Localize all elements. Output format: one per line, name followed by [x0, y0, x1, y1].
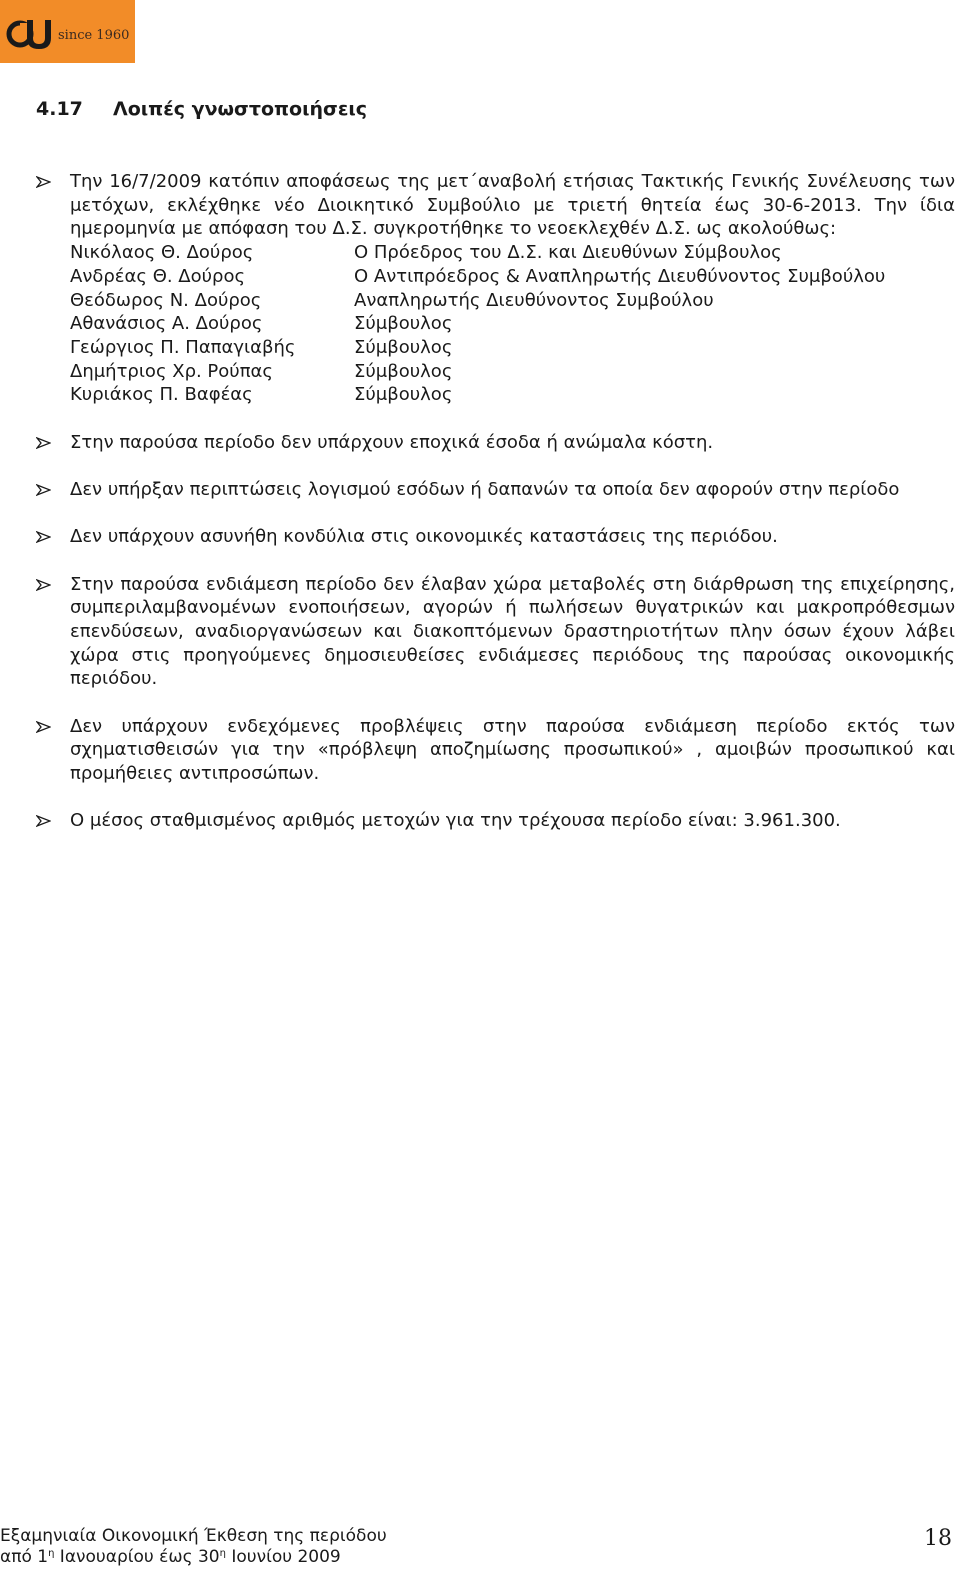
section-title: Λοιπές γνωστοποιήσεις	[113, 98, 368, 120]
board-composition-list	[70, 241, 955, 407]
weighted-shares-text: Ο μέσος σταθμισμένος αριθμός μετοχών για την τρέχουσα περίοδο είναι: 3.961.300.	[70, 810, 841, 832]
member-name: Θεόδωρος Ν. Δούρος	[70, 289, 262, 311]
member-role: Σύμβουλος	[354, 313, 453, 335]
arrow-bullet-icon	[36, 484, 51, 496]
company-logo	[0, 0, 135, 63]
arrow-bullet-icon	[36, 437, 51, 449]
member-name: Νικόλαος Θ. Δούρος	[70, 242, 254, 264]
board-member-row	[70, 241, 955, 265]
arrow-bullet-icon	[36, 579, 51, 591]
section-number: 4.17	[36, 98, 83, 120]
member-role: Σύμβουλος	[354, 384, 453, 406]
board-member-row	[70, 265, 955, 289]
bullet-unusual-items	[36, 525, 955, 549]
board-member-row	[70, 336, 955, 360]
bullet-structure-changes	[36, 573, 955, 692]
no-offsets-text: Δεν υπήρξαν περιπτώσεις λογισμού εσόδων ή δαπανών τα οποία δεν αφορούν στην περίοδο	[70, 478, 900, 500]
provisions-text: Δεν υπάρχουν ενδεχόμενες προβλέψεις στην παρούσα ενδιάμεση περίοδο εκτός των σχηματισθεισών για την «πρόβλεψη αποζημίωσης προσωπικού» , αμοιβών προσωπικού και προμήθειες αντιπροσώπων.	[70, 715, 955, 785]
footer-period-mid: Ιανουαρίου έως 30	[54, 1547, 220, 1567]
notes-content	[36, 170, 955, 857]
page-footer	[0, 1526, 387, 1568]
member-name: Γεώργιος Π. Παπαγιαβής	[70, 336, 296, 358]
board-member-row	[70, 289, 955, 313]
arrow-bullet-icon	[36, 176, 51, 188]
bullet-no-offsets	[36, 478, 955, 502]
member-name: Κυριάκος Π. Βαφέας	[70, 384, 253, 406]
member-role: Αναπληρωτής Διευθύνοντος Συμβούλου	[354, 289, 714, 311]
structure-changes-text: Στην παρούσα ενδιάμεση περίοδο δεν έλαβαν χώρα μεταβολές στη διάρθρωση της επιχείρησης, συμπεριλαμβανομένων ενοποιήσεων, αγορών ή πωλήσεων θυγατρικών και μακροπρόθεσμων επενδύσεων, αναδιοργανώσεων και διακοπτόμενων δραστηριοτήτων πλην όσων έχουν λάβει χώρα στις προηγούμενες δημοσιευθείσες ενδιάμεσες περιόδους της παρούσας οικονομικής περιόδου.	[70, 573, 955, 690]
unusual-items-text: Δεν υπάρχουν ασυνήθη κονδύλια στις οικονομικές καταστάσεις της περιόδου.	[70, 526, 778, 548]
board-member-row	[70, 360, 955, 384]
member-role: Σύμβουλος	[354, 336, 453, 358]
page-number: 18	[924, 1526, 952, 1551]
member-name: Ανδρέας Θ. Δούρος	[70, 265, 246, 287]
bullet-seasonal-income	[36, 431, 955, 455]
member-role: Σύμβουλος	[354, 360, 453, 382]
bullet-weighted-shares	[36, 809, 955, 833]
seasonal-text: Στην παρούσα περίοδο δεν υπάρχουν εποχικά έσοδα ή ανώμαλα κόστη.	[70, 431, 714, 453]
footer-ordinal: η	[219, 1548, 226, 1559]
arrow-bullet-icon	[36, 531, 51, 543]
board-member-row	[70, 312, 955, 336]
member-role: Ο Αντιπρόεδρος & Αναπληρωτής Διευθύνοντος Συμβούλου	[354, 265, 886, 287]
board-member-row	[70, 383, 955, 407]
footer-period	[0, 1547, 387, 1568]
svg-text:since 1960: since 1960	[58, 28, 130, 43]
footer-period-start: από 1	[0, 1547, 49, 1567]
section-heading	[36, 98, 367, 120]
footer-period-end: Ιουνίου 2009	[225, 1547, 341, 1567]
member-role: Ο Πρόεδρος του Δ.Σ. και Διευθύνων Σύμβουλος	[354, 242, 782, 264]
board-intro-text: Την 16/7/2009 κατόπιν αποφάσεως της μετ΄αναβολή ετήσιας Τακτικής Γενικής Συνέλευσης των μετόχων, εκλέχθηκε νέο Διοικητικό Συμβούλιο με τριετή θητεία έως 30-6-2013. Την ίδια ημερομηνία με απόφαση του Δ.Σ. συγκροτήθηκε το νεοεκλεχθέν Δ.Σ. ως ακολούθως:	[70, 171, 955, 240]
member-name: Αθανάσιος Α. Δούρος	[70, 313, 263, 335]
footer-report-title: Εξαμηνιαία Οικονομική Έκθεση της περιόδου	[0, 1526, 387, 1546]
bullet-board-election	[36, 170, 955, 407]
footer-ordinal: η	[48, 1548, 55, 1559]
arrow-bullet-icon	[36, 815, 51, 827]
arrow-bullet-icon	[36, 721, 51, 733]
bullet-provisions	[36, 715, 955, 786]
member-name: Δημήτριος Χρ. Ρούπας	[70, 360, 273, 382]
